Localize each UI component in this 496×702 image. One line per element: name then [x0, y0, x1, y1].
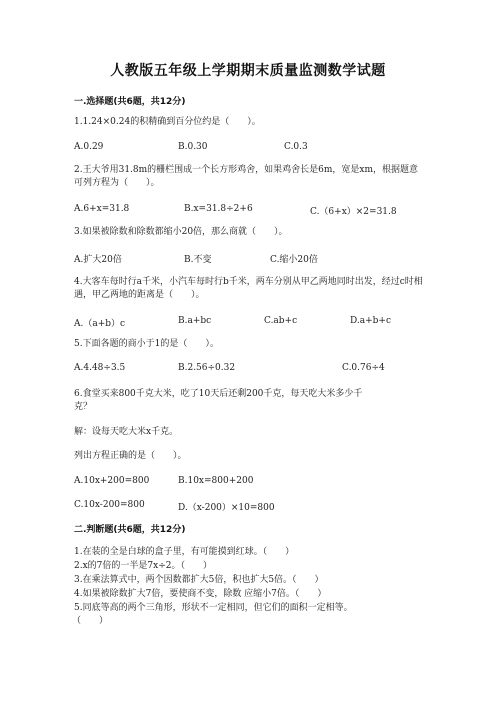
section-choice-heading: 一.选择题(共6题，共12分)	[74, 97, 186, 107]
q1-option-c: C.0.3	[284, 142, 308, 152]
q2-option-a: A.6+x=31.8	[74, 204, 130, 214]
exam-title: 人教版五年级上学期期末质量监测数学试题	[110, 63, 386, 79]
q3-option-b: B.不变	[184, 255, 212, 265]
q3-stem: 3.如果被除数和除数都缩小20倍，那么商就（ ）。	[74, 227, 288, 237]
q4-option-a: A.（a+b）c	[74, 319, 126, 329]
q2-option-c: C.（6+x）×2=31.8	[310, 207, 397, 217]
q6-setup-line: 解：设每天吃大米x千克。	[74, 427, 179, 437]
judge-item-4: 4.如果被除数扩大7倍，要使商不变，除数 应缩小7倍。（ ）	[74, 589, 327, 599]
q3-option-c: C.缩小20倍	[270, 255, 318, 265]
q6-stem: 6.食堂买来800千克大米，吃了10天后还剩200千克，每天吃大米多少千克？	[74, 389, 363, 412]
q2-stem: 2.王大爷用31.8m的栅栏围成一个长方形鸡舍，如果鸡舍长是6m，宽是xm，根据题意可列方程为（ ）。	[74, 165, 419, 188]
judge-item-3: 3.在乘法算式中，两个因数都扩大5倍，积也扩大5倍。（ ）	[74, 575, 324, 585]
q6-option-a: A.10x+200=800	[74, 476, 150, 486]
q4-option-d: D.a+b+c	[350, 316, 392, 326]
q1-stem: 1.1.24×0.24的积精确到百分位约是（ ）。	[74, 117, 261, 127]
q6-prompt-line: 列出方程正确的是（ ）。	[74, 451, 187, 461]
judge-item-5-answer-paren: （ ）	[72, 616, 109, 626]
q5-option-c: C.0.76÷4	[342, 363, 385, 373]
q6-option-c: C.10x-200=800	[74, 500, 145, 510]
q4-stem: 4.大客车每时行a千米，小汽车每时行b千米，两车分别从甲乙两地同时出发，经过c时相遇，甲乙两地的距离是（ ）。	[74, 277, 423, 300]
judge-item-1: 1.在装的全是白球的盒子里，有可能摸到红球。（ ）	[74, 547, 295, 557]
q5-option-a: A.4.48÷3.5	[74, 363, 126, 373]
q1-option-b: B.0.30	[178, 142, 208, 152]
q4-option-b: B.a+bc	[178, 316, 212, 326]
q2-option-b: B.x=31.8÷2+6	[184, 204, 253, 214]
q5-option-b: B.2.56÷0.32	[178, 363, 236, 373]
q6-option-d: D.（x-200）×10=800	[178, 503, 275, 513]
judge-item-2: 2.x的7倍的一半是7x÷2。（ ）	[74, 561, 212, 571]
q3-option-a: A.扩大20倍	[74, 255, 122, 265]
section-judge-heading: 二.判断题(共6题，共12分)	[74, 525, 186, 535]
q5-stem: 5.下面各题的商小于1的是（ ）。	[74, 339, 219, 349]
q4-option-c: C.ab+c	[264, 316, 298, 326]
q1-option-a: A.0.29	[74, 142, 104, 152]
judge-item-5: 5.同底等高的两个三角形，形状不一定相同，但它们的面积一定相等。	[74, 603, 353, 613]
q6-option-b: B.10x=800+200	[178, 476, 254, 486]
